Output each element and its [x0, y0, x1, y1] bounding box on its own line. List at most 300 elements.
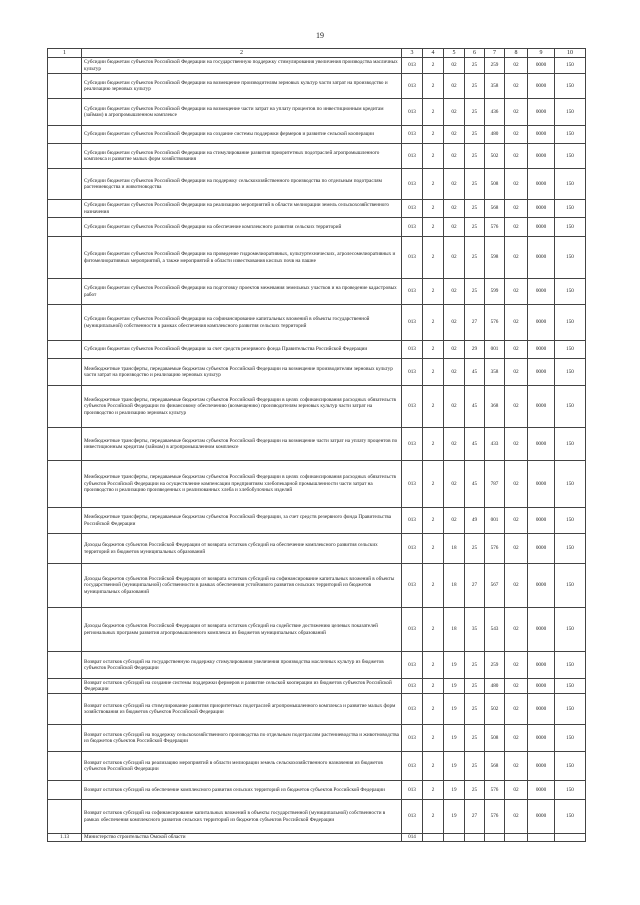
- subgroup-code-cell: 02: [444, 169, 465, 200]
- element-code-cell: 02: [505, 781, 528, 800]
- classification-code-cell: 150: [555, 305, 586, 341]
- description-cell: Субсидии бюджетам субъектов Российской Федерации на обеспечение комплексного развития сельских территорий: [82, 218, 402, 237]
- element-code-cell: 02: [505, 169, 528, 200]
- section-number-cell: 1.13: [48, 834, 82, 842]
- admin-code-cell: 013: [402, 652, 423, 679]
- description-cell: Возврат остатков субсидий на реализацию мероприятий в области мелиорации земель сельскохозяйственного назначения из бюджетов субъектов Российской Федерации: [82, 752, 402, 781]
- admin-code-cell: 013: [402, 99, 423, 126]
- subarticle-code-cell: 001: [485, 341, 505, 359]
- subgroup-code-cell: 19: [444, 679, 465, 694]
- subarticle-code-cell: 368: [485, 386, 505, 428]
- subgroup-code-cell: 02: [444, 58, 465, 74]
- table-row: [48, 800, 586, 834]
- article-code-cell: 25: [465, 218, 485, 237]
- program-code-cell: 0000: [528, 725, 555, 752]
- article-code-cell: 25: [465, 169, 485, 200]
- section-number-cell: [48, 200, 82, 218]
- element-code-cell: 02: [505, 564, 528, 608]
- table-row: [48, 508, 586, 534]
- header-cell: 1: [48, 49, 82, 58]
- article-code-cell: 25: [465, 679, 485, 694]
- admin-code-cell: 013: [402, 305, 423, 341]
- section-number-cell: [48, 99, 82, 126]
- article-code-cell: 27: [465, 305, 485, 341]
- classification-code-cell: 150: [555, 608, 586, 652]
- subarticle-code-cell: 576: [485, 800, 505, 834]
- admin-code-cell: 013: [402, 534, 423, 564]
- program-code-cell: 0000: [528, 608, 555, 652]
- group-code-cell: 2: [423, 428, 444, 461]
- article-code-cell: 25: [465, 200, 485, 218]
- group-code-cell: 2: [423, 279, 444, 305]
- budget-classification-table: [47, 48, 586, 842]
- subarticle-code-cell: 259: [485, 652, 505, 679]
- table-row: [48, 74, 586, 99]
- subarticle-code-cell: 568: [485, 752, 505, 781]
- subgroup-code-cell: 02: [444, 237, 465, 279]
- subgroup-code-cell: 19: [444, 652, 465, 679]
- description-cell: Возврат остатков субсидий на стимулирование развития приоритетных подотраслей агропромышленного комплекса и развитие малых форм хозяйствования из бюджетов субъектов Российской Федерации: [82, 694, 402, 725]
- element-code-cell: 02: [505, 279, 528, 305]
- article-code-cell: 29: [465, 341, 485, 359]
- group-code-cell: 2: [423, 144, 444, 169]
- table-row: [48, 834, 586, 842]
- section-number-cell: [48, 725, 82, 752]
- section-number-cell: [48, 752, 82, 781]
- group-code-cell: 2: [423, 237, 444, 279]
- section-number-cell: [48, 341, 82, 359]
- description-cell: Межбюджетные трансферты, передаваемые бюджетам субъектов Российской Федерации в целях софинансирования расходных обязательств субъектов Российской Федерации по финансовому обеспечению (возмещению) производителям зерновых культур части затрат на производство и реализацию зерновых культур: [82, 386, 402, 428]
- header-cell: 6: [465, 49, 485, 58]
- program-code-cell: 0000: [528, 534, 555, 564]
- subgroup-code-cell: 02: [444, 359, 465, 386]
- description-cell: Межбюджетные трансферты, передаваемые бюджетам субъектов Российской Федерации в целях софинансирования расходных обязательств субъектов Российской Федерации на осуществление компенсации предприятиям хлебопекарной промышленности части затрат на производство и реализацию произведенных и реализованных хлеба и хлебобулочных изделий: [82, 461, 402, 508]
- subgroup-code-cell: 02: [444, 74, 465, 99]
- subarticle-code-cell: 508: [485, 725, 505, 752]
- element-code-cell: 02: [505, 359, 528, 386]
- article-code-cell: 25: [465, 144, 485, 169]
- section-number-cell: [48, 508, 82, 534]
- classification-code-cell: [555, 834, 586, 842]
- program-code-cell: 0000: [528, 800, 555, 834]
- element-code-cell: 02: [505, 237, 528, 279]
- group-code-cell: [423, 834, 444, 842]
- classification-code-cell: 150: [555, 652, 586, 679]
- article-code-cell: 25: [465, 58, 485, 74]
- program-code-cell: 0000: [528, 359, 555, 386]
- program-code-cell: 0000: [528, 508, 555, 534]
- section-number-cell: [48, 564, 82, 608]
- element-code-cell: 02: [505, 99, 528, 126]
- program-code-cell: 0000: [528, 99, 555, 126]
- group-code-cell: 2: [423, 752, 444, 781]
- program-code-cell: 0000: [528, 679, 555, 694]
- section-number-cell: [48, 428, 82, 461]
- description-cell: Субсидии бюджетам субъектов Российской Федерации на возмещение производителям зерновых культур части затрат на производство и реализацию зерновых культур: [82, 74, 402, 99]
- description-cell: Доходы бюджетов субъектов Российской Федерации от возврата остатков субсидий на содействие достижению целевых показателей региональных программ развития агропромышленного комплекса из бюджетов муниципальных образований: [82, 608, 402, 652]
- subgroup-code-cell: 02: [444, 461, 465, 508]
- table-row: [48, 694, 586, 725]
- program-code-cell: 0000: [528, 341, 555, 359]
- admin-code-cell: 013: [402, 74, 423, 99]
- description-cell: Межбюджетные трансферты, передаваемые бюджетам субъектов Российской Федерации на возмещение части затрат на уплату процентов по инвестиционным кредитам (займам) в агропромышленном комплексе: [82, 428, 402, 461]
- article-code-cell: 25: [465, 279, 485, 305]
- classification-code-cell: 150: [555, 169, 586, 200]
- subarticle-code-cell: 543: [485, 608, 505, 652]
- program-code-cell: 0000: [528, 564, 555, 608]
- subgroup-code-cell: 02: [444, 305, 465, 341]
- program-code-cell: [528, 834, 555, 842]
- classification-code-cell: 150: [555, 200, 586, 218]
- group-code-cell: 2: [423, 725, 444, 752]
- article-code-cell: 25: [465, 126, 485, 144]
- program-code-cell: 0000: [528, 752, 555, 781]
- article-code-cell: 45: [465, 386, 485, 428]
- element-code-cell: 02: [505, 200, 528, 218]
- section-number-cell: [48, 679, 82, 694]
- subgroup-code-cell: 02: [444, 428, 465, 461]
- program-code-cell: 0000: [528, 169, 555, 200]
- admin-code-cell: 013: [402, 608, 423, 652]
- table-row: [48, 679, 586, 694]
- subarticle-code-cell: 568: [485, 200, 505, 218]
- section-number-cell: [48, 386, 82, 428]
- section-number-cell: [48, 126, 82, 144]
- article-code-cell: 27: [465, 564, 485, 608]
- classification-code-cell: 150: [555, 99, 586, 126]
- subarticle-code-cell: 433: [485, 428, 505, 461]
- section-number-cell: [48, 694, 82, 725]
- table-row: [48, 386, 586, 428]
- table-row: [48, 725, 586, 752]
- table-row: [48, 279, 586, 305]
- table-row: [48, 58, 586, 74]
- article-code-cell: 25: [465, 725, 485, 752]
- description-cell: Возврат остатков субсидий на поддержку сельскохозяйственного производства по отдельным подотраслям растениеводства и животноводства из бюджетов субъектов Российской Федерации: [82, 725, 402, 752]
- description-cell: Доходы бюджетов субъектов Российской Федерации от возврата остатков субсидий на софинансирование капитальных вложений в объекты государственной (муниципальной) собственности в рамках обеспечения устойчивого развития сельских территорий из бюджетов муниципальных образований: [82, 564, 402, 608]
- group-code-cell: 2: [423, 218, 444, 237]
- element-code-cell: 02: [505, 144, 528, 169]
- group-code-cell: 2: [423, 564, 444, 608]
- description-cell: Субсидии бюджетам субъектов Российской Федерации на поддержку сельскохозяйственного производства по отдельным подотраслям растениеводства и животноводства: [82, 169, 402, 200]
- element-code-cell: 02: [505, 74, 528, 99]
- description-cell: Возврат остатков субсидий на создание системы поддержки фермеров и развитие сельской кооперации из бюджетов субъектов Российской Федерации: [82, 679, 402, 694]
- classification-code-cell: 150: [555, 144, 586, 169]
- header-cell: 2: [82, 49, 402, 58]
- table-row: [48, 359, 586, 386]
- admin-code-cell: 014: [402, 834, 423, 842]
- admin-code-cell: 013: [402, 218, 423, 237]
- article-code-cell: 35: [465, 608, 485, 652]
- program-code-cell: 0000: [528, 218, 555, 237]
- table-row: [48, 169, 586, 200]
- article-code-cell: 25: [465, 781, 485, 800]
- subgroup-code-cell: 19: [444, 725, 465, 752]
- description-cell: Субсидии бюджетам субъектов Российской Федерации на проведение гидромелиоративных, культуртехнических, агролесомелиоративных и фитомелиоративных мероприятий, а также мероприятий в области известкования кислых почв на пашне: [82, 237, 402, 279]
- table-row: [48, 752, 586, 781]
- group-code-cell: 2: [423, 305, 444, 341]
- description-cell: Субсидии бюджетам субъектов Российской Федерации на возмещение части затрат на уплату процентов по инвестиционным кредитам (займам) в агропромышленном комплексе: [82, 99, 402, 126]
- element-code-cell: 02: [505, 608, 528, 652]
- admin-code-cell: 013: [402, 386, 423, 428]
- page-number: 19: [316, 31, 324, 40]
- table-row: [48, 781, 586, 800]
- section-number-cell: [48, 534, 82, 564]
- description-cell: Субсидии бюджетам субъектов Российской Федерации на стимулирование развития приоритетных подотраслей агропромышленного комплекса и развитие малых форм хозяйствования: [82, 144, 402, 169]
- classification-code-cell: 150: [555, 126, 586, 144]
- program-code-cell: 0000: [528, 144, 555, 169]
- group-code-cell: 2: [423, 679, 444, 694]
- article-code-cell: 45: [465, 428, 485, 461]
- classification-code-cell: 150: [555, 752, 586, 781]
- subarticle-code-cell: 508: [485, 169, 505, 200]
- admin-code-cell: 013: [402, 169, 423, 200]
- table-row: [48, 564, 586, 608]
- description-cell: Субсидии бюджетам субъектов Российской Федерации за счет средств резервного фонда Правительства Российской Федерации: [82, 341, 402, 359]
- program-code-cell: 0000: [528, 126, 555, 144]
- subgroup-code-cell: 02: [444, 279, 465, 305]
- article-code-cell: 25: [465, 694, 485, 725]
- subgroup-code-cell: 02: [444, 99, 465, 126]
- classification-code-cell: 150: [555, 800, 586, 834]
- admin-code-cell: 013: [402, 800, 423, 834]
- admin-code-cell: 013: [402, 428, 423, 461]
- group-code-cell: 2: [423, 99, 444, 126]
- element-code-cell: 02: [505, 652, 528, 679]
- table-row: [48, 608, 586, 652]
- group-code-cell: 2: [423, 534, 444, 564]
- section-number-cell: [48, 652, 82, 679]
- description-cell: Межбюджетные трансферты, передаваемые бюджетам субъектов Российской Федерации на возмещение производителям зерновых культур части затрат на производство и реализацию зерновых культур: [82, 359, 402, 386]
- description-cell: Министерство строительства Омской области: [82, 834, 402, 842]
- element-code-cell: 02: [505, 694, 528, 725]
- classification-code-cell: 150: [555, 694, 586, 725]
- program-code-cell: 0000: [528, 305, 555, 341]
- subgroup-code-cell: 19: [444, 694, 465, 725]
- admin-code-cell: 013: [402, 725, 423, 752]
- header-cell: 5: [444, 49, 465, 58]
- header-cell: 8: [505, 49, 528, 58]
- classification-code-cell: 150: [555, 58, 586, 74]
- table-header-row: [48, 49, 586, 58]
- article-code-cell: 25: [465, 752, 485, 781]
- subarticle-code-cell: 436: [485, 99, 505, 126]
- subgroup-code-cell: 18: [444, 534, 465, 564]
- section-number-cell: [48, 305, 82, 341]
- article-code-cell: 25: [465, 74, 485, 99]
- table-row: [48, 237, 586, 279]
- subgroup-code-cell: 02: [444, 341, 465, 359]
- group-code-cell: 2: [423, 652, 444, 679]
- table-row: [48, 305, 586, 341]
- article-code-cell: 25: [465, 534, 485, 564]
- program-code-cell: 0000: [528, 694, 555, 725]
- program-code-cell: 0000: [528, 237, 555, 279]
- program-code-cell: 0000: [528, 58, 555, 74]
- table-row: [48, 341, 586, 359]
- article-code-cell: 45: [465, 461, 485, 508]
- group-code-cell: 2: [423, 800, 444, 834]
- subarticle-code-cell: 502: [485, 694, 505, 725]
- subgroup-code-cell: 19: [444, 800, 465, 834]
- section-number-cell: [48, 800, 82, 834]
- article-code-cell: [465, 834, 485, 842]
- group-code-cell: 2: [423, 608, 444, 652]
- program-code-cell: 0000: [528, 200, 555, 218]
- subarticle-code-cell: 576: [485, 305, 505, 341]
- subgroup-code-cell: 18: [444, 608, 465, 652]
- section-number-cell: [48, 461, 82, 508]
- subarticle-code-cell: 576: [485, 218, 505, 237]
- subgroup-code-cell: 02: [444, 508, 465, 534]
- program-code-cell: 0000: [528, 428, 555, 461]
- group-code-cell: 2: [423, 461, 444, 508]
- subarticle-code-cell: [485, 834, 505, 842]
- element-code-cell: 02: [505, 386, 528, 428]
- description-cell: Возврат остатков субсидий на софинансирование капитальных вложений в объекты государственной (муниципальной) собственности в рамках обеспечения комплексного развития сельских территорий из бюджетов субъектов Российской Федерации: [82, 800, 402, 834]
- element-code-cell: 02: [505, 341, 528, 359]
- program-code-cell: 0000: [528, 461, 555, 508]
- header-cell: 10: [555, 49, 586, 58]
- admin-code-cell: 013: [402, 200, 423, 218]
- admin-code-cell: 013: [402, 144, 423, 169]
- description-cell: Субсидии бюджетам субъектов Российской Федерации на реализацию мероприятий в области мелиорации земель сельскохозяйственного назначения: [82, 200, 402, 218]
- table-row: [48, 126, 586, 144]
- description-cell: Субсидии бюджетам субъектов Российской Федерации на подготовку проектов межевания земельных участков и на проведение кадастровых работ: [82, 279, 402, 305]
- group-code-cell: 2: [423, 200, 444, 218]
- admin-code-cell: 013: [402, 126, 423, 144]
- admin-code-cell: 013: [402, 752, 423, 781]
- classification-code-cell: 150: [555, 534, 586, 564]
- subgroup-code-cell: 02: [444, 144, 465, 169]
- section-number-cell: [48, 237, 82, 279]
- element-code-cell: 02: [505, 218, 528, 237]
- classification-code-cell: 150: [555, 679, 586, 694]
- table-row: [48, 428, 586, 461]
- header-cell: 7: [485, 49, 505, 58]
- table-row: [48, 200, 586, 218]
- element-code-cell: 02: [505, 725, 528, 752]
- element-code-cell: 02: [505, 679, 528, 694]
- subarticle-code-cell: 787: [485, 461, 505, 508]
- element-code-cell: 02: [505, 58, 528, 74]
- admin-code-cell: 013: [402, 58, 423, 74]
- group-code-cell: 2: [423, 58, 444, 74]
- classification-code-cell: 150: [555, 237, 586, 279]
- subarticle-code-cell: 480: [485, 679, 505, 694]
- classification-code-cell: 150: [555, 725, 586, 752]
- article-code-cell: 25: [465, 237, 485, 279]
- classification-code-cell: 150: [555, 781, 586, 800]
- subgroup-code-cell: 02: [444, 386, 465, 428]
- group-code-cell: 2: [423, 169, 444, 200]
- admin-code-cell: 013: [402, 341, 423, 359]
- classification-code-cell: 150: [555, 218, 586, 237]
- section-number-cell: [48, 218, 82, 237]
- description-cell: Доходы бюджетов субъектов Российской Федерации от возврата остатков субсидий на обеспечение комплексного развития сельских территорий из бюджетов муниципальных образований: [82, 534, 402, 564]
- element-code-cell: 02: [505, 800, 528, 834]
- table-row: [48, 461, 586, 508]
- subgroup-code-cell: 02: [444, 218, 465, 237]
- subgroup-code-cell: 02: [444, 200, 465, 218]
- classification-code-cell: 150: [555, 461, 586, 508]
- program-code-cell: 0000: [528, 386, 555, 428]
- program-code-cell: 0000: [528, 74, 555, 99]
- element-code-cell: [505, 834, 528, 842]
- group-code-cell: 2: [423, 359, 444, 386]
- group-code-cell: 2: [423, 508, 444, 534]
- classification-code-cell: 150: [555, 386, 586, 428]
- classification-code-cell: 150: [555, 359, 586, 386]
- element-code-cell: 02: [505, 752, 528, 781]
- program-code-cell: 0000: [528, 781, 555, 800]
- subarticle-code-cell: 480: [485, 126, 505, 144]
- subgroup-code-cell: 19: [444, 781, 465, 800]
- section-number-cell: [48, 169, 82, 200]
- admin-code-cell: 013: [402, 679, 423, 694]
- subgroup-code-cell: 02: [444, 126, 465, 144]
- admin-code-cell: 013: [402, 564, 423, 608]
- description-cell: Межбюджетные трансферты, передаваемые бюджетам субъектов Российской Федерации, за счет средств резервного фонда Правительства Российской Федерации: [82, 508, 402, 534]
- subarticle-code-cell: 001: [485, 508, 505, 534]
- classification-code-cell: 150: [555, 564, 586, 608]
- subgroup-code-cell: 19: [444, 752, 465, 781]
- header-cell: 3: [402, 49, 423, 58]
- group-code-cell: 2: [423, 74, 444, 99]
- subarticle-code-cell: 358: [485, 359, 505, 386]
- element-code-cell: 02: [505, 305, 528, 341]
- group-code-cell: 2: [423, 341, 444, 359]
- article-code-cell: 45: [465, 359, 485, 386]
- section-number-cell: [48, 74, 82, 99]
- subgroup-code-cell: [444, 834, 465, 842]
- subarticle-code-cell: 576: [485, 534, 505, 564]
- article-code-cell: 27: [465, 800, 485, 834]
- description-cell: Возврат остатков субсидий на обеспечение комплексного развития сельских территорий из бюджетов субъектов Российской Федерации: [82, 781, 402, 800]
- table-row: [48, 218, 586, 237]
- element-code-cell: 02: [505, 508, 528, 534]
- subarticle-code-cell: 576: [485, 781, 505, 800]
- header-cell: 4: [423, 49, 444, 58]
- section-number-cell: [48, 279, 82, 305]
- article-code-cell: 25: [465, 99, 485, 126]
- element-code-cell: 02: [505, 461, 528, 508]
- header-cell: 9: [528, 49, 555, 58]
- table-row: [48, 652, 586, 679]
- article-code-cell: 25: [465, 652, 485, 679]
- element-code-cell: 02: [505, 126, 528, 144]
- admin-code-cell: 013: [402, 694, 423, 725]
- table-row: [48, 99, 586, 126]
- section-number-cell: [48, 359, 82, 386]
- subarticle-code-cell: 358: [485, 74, 505, 99]
- description-cell: Субсидии бюджетам субъектов Российской Федерации на софинансирование капитальных вложений в объекты государственной (муниципальной) собственности в рамках обеспечения комплексного развития сельских территорий: [82, 305, 402, 341]
- element-code-cell: 02: [505, 534, 528, 564]
- table-row: [48, 144, 586, 169]
- program-code-cell: 0000: [528, 279, 555, 305]
- element-code-cell: 02: [505, 428, 528, 461]
- admin-code-cell: 013: [402, 279, 423, 305]
- subarticle-code-cell: 502: [485, 144, 505, 169]
- admin-code-cell: 013: [402, 237, 423, 279]
- group-code-cell: 2: [423, 694, 444, 725]
- subarticle-code-cell: 259: [485, 58, 505, 74]
- classification-code-cell: 150: [555, 341, 586, 359]
- group-code-cell: 2: [423, 126, 444, 144]
- admin-code-cell: 013: [402, 781, 423, 800]
- description-cell: Субсидии бюджетам субъектов Российской Федерации на государственную поддержку стимулирования увеличения производства масличных культур: [82, 58, 402, 74]
- admin-code-cell: 013: [402, 508, 423, 534]
